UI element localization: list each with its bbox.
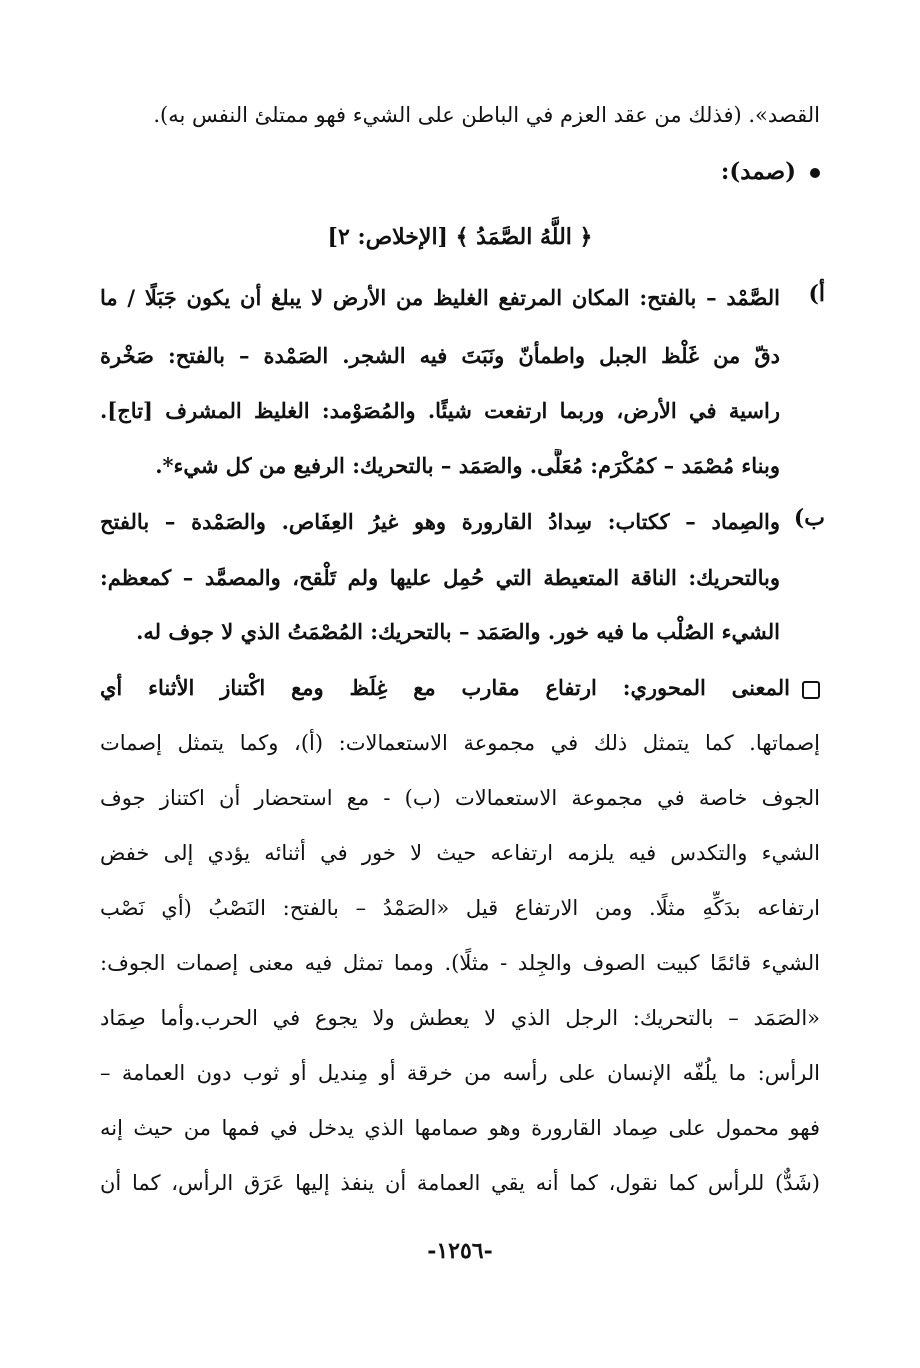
intro-line: القصد». (فذلك من عقد العزم في الباطن على الشيء فهو ممتلئ النفس به). — [153, 103, 820, 127]
core-meaning-line: إصماتها. كما يتمثل ذلك في مجموعة الاستعمالات: (أ)، وكما يتمثل إصمات — [100, 731, 820, 755]
core-meaning-line: الشيء والتكدس فيه يلزمه ارتفاعه حيث لا خور في أثنائه يؤدي إلى خفض — [100, 841, 820, 865]
core-meaning-first-text: المعنى المحوري: ارتفاع مقارب مع غِلَظ ومع اكْتناز الأثناء أي — [100, 675, 790, 700]
section-b-marker: ب) — [793, 505, 825, 531]
square-box-icon — [802, 681, 820, 699]
section-a-line: راسية في الأرض، وربما ارتفعت شيئًا. والمُصَوْمد: الغليظ المشرف [تاج]. — [100, 398, 780, 423]
section-a-line: وبناء مُصْمَد – كمُكْرَم: مُعَلًّى. والصَمَد – بالتحريك: الرفيع من كل شيء*. — [155, 453, 780, 478]
root-heading-text: (صمد): — [720, 158, 796, 185]
section-b-line: الشيء الصُلْب ما فيه خور. والصَمَد – بالتحريك: المُصْمَتُ الذي لا جوف له. — [136, 619, 780, 644]
root-heading — [721, 158, 820, 185]
page-number: -١٢٥٦- — [427, 1238, 493, 1264]
core-meaning-first-line — [100, 671, 820, 705]
core-meaning-line: «الصَمَد – بالتحريك: الرجل الذي لا يعطش ولا يجوع في الحرب.وأما صِمَاد — [100, 1006, 820, 1030]
core-meaning-line: الجوف خاصة في مجموعة الاستعمالات (ب) - مع استحضار أن اكتناز جوف — [100, 786, 820, 810]
core-meaning-line: (شَدٌّ) للرأس كما نقول، كما أنه يقي العمامة أن ينفذ إليها عَرَق الرأس، كما أن — [100, 1171, 820, 1195]
section-b-line: وبالتحريك: الناقة المتعيطة التي حُمِل عليها ولم تَلْقح، والمصمَّد – كمعظم: — [100, 565, 780, 590]
section-a-line: دقّ من غَلْظ الجبل واطمأنّ ونَبَتَ فيه الشجر. الصَمْدة – بالفتح: صَخْرة — [100, 343, 780, 368]
section-a-line: الصَّمْد – بالفتح: المكان المرتفع الغليظ من الأرض لا يبلغ أن يكون جَبَلًا / ما — [100, 285, 780, 310]
core-meaning-line: الشيء قائمًا كبيت الصوف والجِلد - مثلًا). ومما تمثل فيه معنى إصمات الجوف: — [100, 951, 820, 975]
section-a-marker: أ) — [808, 281, 825, 307]
core-meaning-line: الرأس: ما يلُفّه الإنسان على رأسه من خرقة أو مِنديل أو ثوب دون العمامة – — [100, 1061, 820, 1085]
section-b-line: والصِماد – ككتاب: سِدادُ القارورة وهو غيرُ العِفَاص. والصَمْدة – بالفتح — [100, 509, 780, 534]
core-meaning-line: ارتفاعه بدَكِّهِ مثلًا. ومن الارتفاع قيل «الصَمْدُ – بالفتح: النَصْبُ (أي نَصْب — [100, 896, 820, 920]
core-meaning-line: فهو محمول على صِماد القارورة وهو صمامها الذي يدخل في فمها من حيث إنه — [100, 1116, 820, 1140]
bullet-icon — [810, 168, 820, 178]
quran-verse: ﴿ اللَّهُ الصَّمَدُ ﴾ [الإخلاص: ٢] — [327, 224, 593, 250]
